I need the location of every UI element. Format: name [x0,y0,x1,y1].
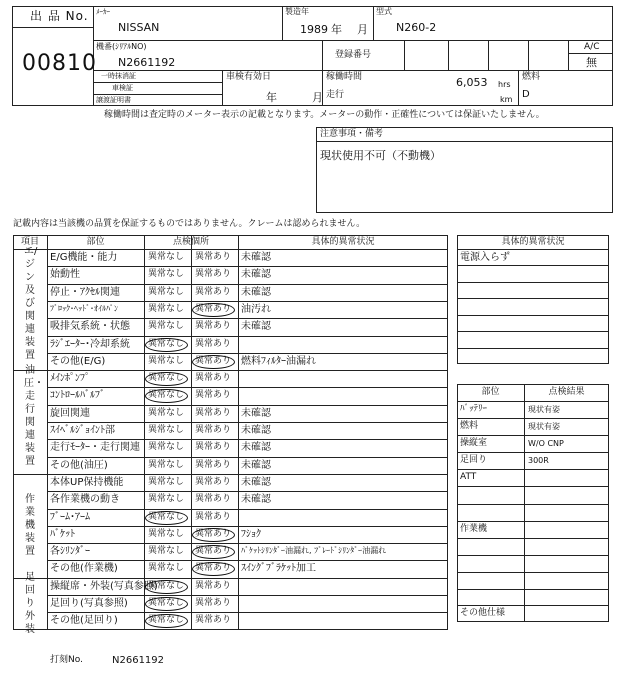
abnormality-note: 未確認 [241,321,271,333]
ok-label: 異常なし [148,615,185,626]
right-top-row-line [457,282,609,283]
ok-label: 異常なし [148,338,185,349]
table-header-cell: 項目 [20,237,39,247]
abnormality-note: 未確認 [241,442,271,454]
ok-label: 異常なし [148,390,185,401]
inspection-month-unit: 月 [312,91,323,104]
ng-label: 異常あり [195,476,232,487]
maker-value: NISSAN [118,21,160,34]
abnormality-note: 未確認 [241,459,271,471]
ok-circle [145,338,188,352]
ok-label: 異常なし [148,321,185,332]
table-header-cell: 具体的異常状況 [311,237,375,247]
ok-label: 異常なし [148,528,185,539]
part-label: 停止・ｱｸｾﾙ関連 [50,286,120,298]
table-header-line [13,249,448,250]
part-label: ｺﾝﾄﾛｰﾙﾊﾞﾙﾌﾞ [50,390,105,402]
table-col-line [144,235,145,630]
ok-circle [145,511,188,525]
ok-label: 異常なし [148,459,185,470]
results-row-line [457,538,609,539]
results-row-line [457,555,609,556]
ok-label: 異常なし [148,442,185,453]
results-col-line [524,384,525,622]
row-line [47,509,448,510]
ok-label: 異常なし [148,563,185,574]
results-row-line [457,572,609,573]
row-line [47,457,448,458]
hours-value: 6,053 [456,76,488,89]
right-top-row-line [457,348,609,349]
serial-label: 機番(ｼﾘｱﾙNO) [96,42,147,51]
row-line [47,543,448,544]
year-value: 1989 [300,23,328,36]
results-value: 現状有姿 [528,422,560,431]
distance-unit: km [500,95,513,104]
remarks-box [316,127,613,213]
part-label: その他(油圧) [50,459,108,471]
ok-label: 異常なし [148,407,185,418]
abnormality-note: 未確認 [241,494,271,506]
ng-label: 異常あり [195,338,232,349]
ac-label: A/C [584,42,600,52]
results-row-line [457,401,609,402]
transfer-label: 譲渡証明書 [96,96,131,104]
ng-circle [192,545,235,559]
table-header-cell: 点検個所 [172,237,209,247]
part-label: ﾒｲﾝﾎﾟﾝﾌﾟ [50,373,90,385]
ng-label: 異常あり [195,390,232,401]
results-row-line [457,452,609,453]
row-line [47,612,448,613]
table-header-cell: 部位 [86,237,105,247]
abnormality-note: 未確認 [241,425,271,436]
ng-label: 異常あり [195,407,232,418]
ng-label: 異常あり [195,615,232,626]
group-label: エ/ジン及び関連装置 [24,245,38,361]
stamp-value: N2661192 [112,655,165,666]
results-part: 燃料 [460,421,479,431]
year-unit: 年 [331,23,342,36]
ok-label: 異常なし [148,476,185,487]
abnormality-note: ﾌｼｮｸ [241,528,261,540]
results-row-line [457,605,609,606]
part-label: 吸排気系統・状態 [50,321,130,333]
row-line [47,491,448,492]
row-line [47,284,448,285]
remarks-title: 注意事項・備考 [320,129,384,139]
maker-label: ﾒｰｶｰ [96,8,110,16]
serial-value: N2661192 [118,56,176,69]
abnormality-note: 油汚れ [241,303,271,315]
part-label: 始動性 [50,269,80,281]
ng-label: 異常あり [195,563,232,574]
abnormality-note: 未確認 [241,286,271,298]
ng-label: 異常あり [195,580,232,591]
results-value: 現状有姿 [528,405,560,414]
results-frame [457,384,609,622]
registration-label: 登録番号 [335,50,372,60]
group-label: 足回り外装 [25,572,35,636]
distance-label: 走行 [326,90,345,100]
ng-circle [192,355,235,369]
ng-label: 異常あり [195,546,232,557]
part-label: ﾊﾞｹｯﾄ [50,528,75,540]
other-spec-label: その他仕様 [460,608,506,618]
row-line [47,318,448,319]
right-top-first-note: 電源入らず [460,252,510,263]
ok-label: 異常なし [148,252,185,262]
ok-label: 異常なし [148,511,185,522]
ng-label: 異常あり [195,286,232,297]
fuel-value: D [522,89,530,100]
lot-label: 出 品 No. [30,9,89,23]
part-label: ｽｲﾍﾞﾙｼﾞｮｲﾝﾄ部 [50,425,115,436]
group-line [13,578,448,579]
ng-label: 異常あり [195,511,232,522]
row-line [47,405,448,406]
model-label: 型式 [376,7,392,16]
part-label: ﾌﾞｰﾑ･ｱｰﾑ [50,511,90,523]
row-line [47,595,448,596]
results-row-line [457,418,609,419]
part-label: その他(作業機) [50,563,118,575]
right-top-title: 具体的異常状況 [501,237,565,247]
row-line [47,439,448,440]
row-line [47,387,448,388]
ok-circle [145,597,188,611]
right-top-row-line [457,331,609,332]
results-value: W/O CNP [528,439,564,448]
results-row-line [457,486,609,487]
results-part: ﾊﾞｯﾃﾘｰ [460,404,488,414]
results-value: 300R [528,456,549,465]
ng-label: 異常あり [195,598,232,608]
results-row-line [457,589,609,590]
disclaimer: 記載内容は当該機の品質を保証するものではありません。クレームは認められません。 [13,219,366,229]
abnormality-note: 未確認 [241,407,271,419]
abnormality-note: ｽｲﾝｸﾞﾌﾞﾗｹｯﾄ加工 [241,563,316,575]
ng-label: 異常あり [195,425,232,435]
right-top-row-line [457,265,609,266]
abnormality-note: 燃料ﾌｨﾙﾀｰ油漏れ [241,355,316,367]
ng-label: 異常あり [195,321,232,332]
inspection-label: 車検有効日 [226,72,272,82]
ng-label: 異常あり [195,269,232,280]
part-label: 各ｼﾘﾝﾀﾞｰ [50,546,90,558]
model-value: N260-2 [396,21,437,34]
part-label: ﾌﾞﾛｯｸ･ﾍｯﾄﾞ･ｵｲﾙﾊﾟﾝ [50,303,118,313]
part-label: E/G機能・能力 [50,252,118,263]
ok-label: 異常なし [148,373,185,384]
row-line [47,336,448,337]
ng-circle [192,303,235,317]
fuel-label: 燃料 [522,72,541,82]
ok-label: 異常なし [148,303,185,314]
ng-circle [192,528,235,542]
group-label: 油圧・走行関連装置 [24,364,44,467]
ng-label: 異常あり [195,459,232,470]
right-top-row-line [457,249,609,250]
abnormality-note: ﾊﾞｹｯﾄｼﾘﾝﾀﾞｰ油漏れ, ﾌﾞﾚｰﾄﾞｼﾘﾝﾀﾞｰ油漏れ [241,546,387,556]
ng-label: 異常あり [195,494,232,505]
ok-label: 異常なし [148,580,185,591]
ok-circle [145,372,188,386]
table-col-line [238,235,239,630]
ok-label: 異常なし [148,286,185,297]
results-header-part: 部位 [481,387,500,397]
work-equipment-label: 作業機 [460,524,488,534]
part-label: ﾗｼﾞｴｰﾀｰ･冷却系統 [50,338,130,350]
att-label: ATT [460,472,477,482]
abnormality-note: 未確認 [241,252,271,263]
ok-label: 異常なし [148,355,185,366]
row-line [47,266,448,267]
abnormality-note: 未確認 [241,269,271,281]
part-label: 走行ﾓｰﾀｰ・走行関連 [50,442,140,454]
right-top-row-line [457,315,609,316]
ok-circle [145,580,188,594]
row-line [47,353,448,354]
temp-cert-label: 一時抹消証 [101,72,136,80]
part-label: その他(足回り) [50,615,118,627]
stamp-label: 打刻No. [50,655,83,665]
ok-label: 異常なし [148,425,185,435]
part-label: 各作業機の動き [50,494,120,506]
month-unit: 月 [357,23,368,36]
row-line [47,301,448,302]
part-label: 本体UP保持機能 [50,476,124,488]
results-row-line [457,521,609,522]
ok-label: 異常なし [148,546,185,557]
ok-label: 異常なし [148,494,185,505]
ng-label: 異常あり [195,373,232,384]
hours-note: 稼働時間は査定時のメーター表示の記載となります。メーターの動作・正確性については保証いたしません。 [104,110,545,120]
table-col-line [47,235,48,630]
part-label: 旋回関連 [50,407,90,419]
row-line [47,560,448,561]
results-part: 操縦室 [460,438,488,448]
results-part: 足回り [460,455,488,465]
hours-unit: hrs [498,80,511,89]
abnormality-note: 未確認 [241,476,271,488]
part-label: その他(E/G) [50,355,106,367]
results-row-line [457,435,609,436]
ng-label: 異常あり [195,528,232,539]
group-line [13,474,448,475]
group-label: 作業機装置 [25,494,35,558]
row-line [47,526,448,527]
hours-label: 稼働時間 [326,72,363,82]
lot-number: 00810 [22,51,97,76]
remarks-text: 現状使用不可（不動機） [320,149,441,162]
cert-label: 車検証 [112,84,133,92]
ng-label: 異常あり [195,355,232,366]
year-label: 製造年 [285,7,309,16]
results-header-value: 点検結果 [548,387,585,397]
ok-label: 異常なし [148,269,185,280]
ac-value: 無 [586,56,597,69]
part-label: 足回り(写真参照) [50,598,128,609]
part-label: 操縦席・外装(写真参照) [50,580,158,592]
right-top-row-line [457,298,609,299]
results-row-line [457,504,609,505]
group-line [13,370,448,371]
results-row-line [457,469,609,470]
ng-label: 異常あり [195,303,232,314]
ng-label: 異常あり [195,442,232,453]
row-line [47,422,448,423]
ng-label: 異常あり [195,252,232,262]
inspection-year-unit: 年 [266,91,277,104]
ok-label: 異常なし [148,598,185,608]
